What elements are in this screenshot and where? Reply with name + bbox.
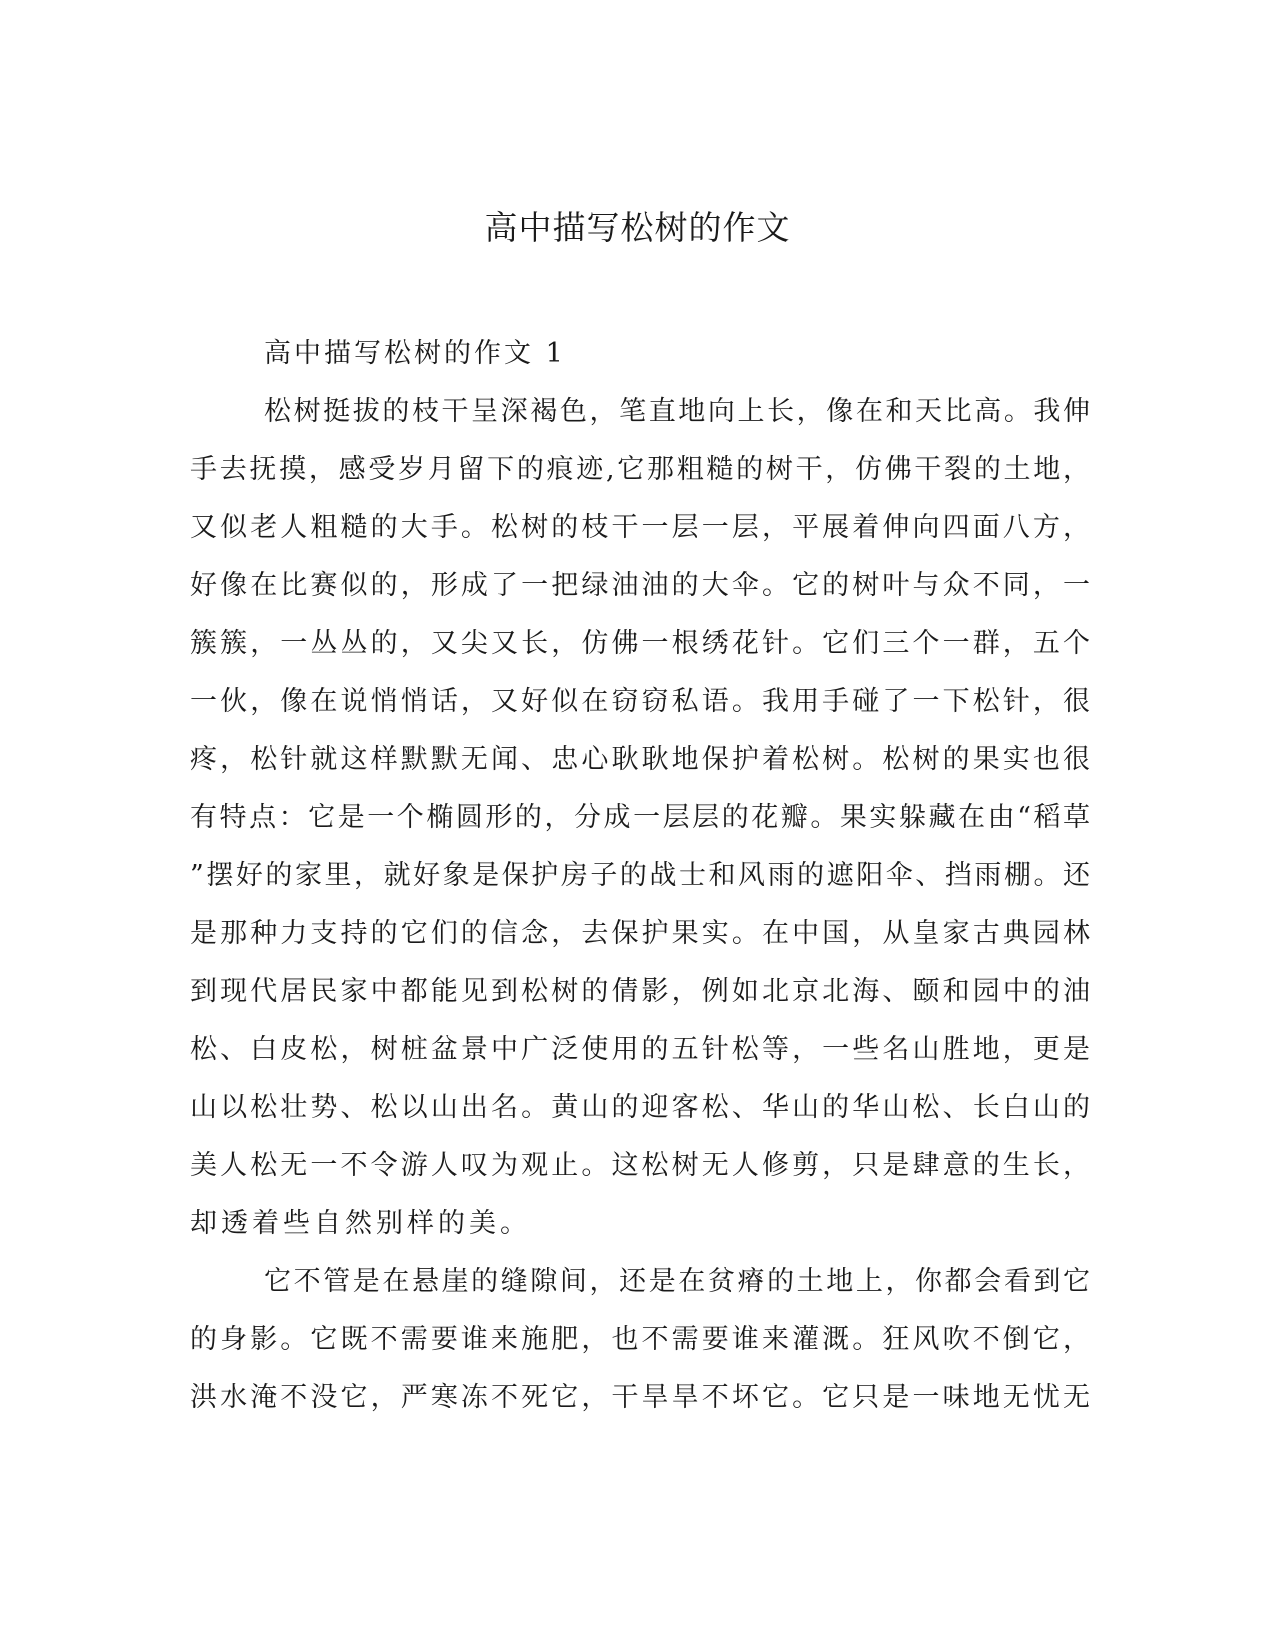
paragraph-line: 是那种力支持的它们的信念，去保护果实。在中国，从皇家古典园林: [190, 918, 1090, 949]
paragraph-line: 山以松壮势、松以山出名。黄山的迎客松、华山的华山松、长白山的: [190, 1092, 1090, 1123]
paragraph-line: 却透着些自然别样的美。: [190, 1208, 531, 1239]
paragraph-line: 手去抚摸，感受岁月留下的痕迹,它那粗糙的树干，仿佛干裂的土地，: [190, 454, 1090, 485]
paragraph-line: 又似老人粗糙的大手。松树的枝干一层一层，平展着伸向四面八方，: [190, 512, 1090, 543]
paragraph-line: 松树挺拔的枝干呈深褐色，笔直地向上长，像在和天比高。我伸: [264, 396, 1090, 427]
paragraph-line: 簇簇，一丛丛的，又尖又长，仿佛一根绣花针。它们三个一群，五个: [190, 628, 1090, 659]
paragraph-line: 好像在比赛似的，形成了一把绿油油的大伞。它的树叶与众不同，一: [190, 570, 1090, 601]
paragraph-line: ”摆好的家里，就好象是保护房子的战士和风雨的遮阳伞、挡雨棚。还: [190, 860, 1090, 891]
document-title: 高中描写松树的作文: [484, 208, 791, 247]
paragraph-line: 有特点：它是一个椭圆形的，分成一层层的花瓣。果实躲藏在由“稻草: [190, 802, 1090, 833]
paragraph-line: 松、白皮松，树桩盆景中广泛使用的五针松等，一些名山胜地，更是: [190, 1034, 1090, 1065]
paragraph-line: 洪水淹不没它，严寒冻不死它，干旱旱不坏它。它只是一味地无忧无: [190, 1382, 1090, 1413]
paragraph-line: 到现代居民家中都能见到松树的倩影，例如北京北海、颐和园中的油: [190, 976, 1090, 1007]
paragraph-line: 疼，松针就这样默默无闻、忠心耿耿地保护着松树。松树的果实也很: [190, 744, 1090, 775]
section-heading: 高中描写松树的作文 1: [264, 338, 566, 369]
paragraph-line: 一伙，像在说悄悄话，又好似在窃窃私语。我用手碰了一下松针，很: [190, 686, 1090, 717]
paragraph-line: 美人松无一不令游人叹为观止。这松树无人修剪，只是肆意的生长，: [190, 1150, 1090, 1181]
paragraph-line: 它不管是在悬崖的缝隙间，还是在贫瘠的土地上，你都会看到它: [264, 1266, 1090, 1297]
paragraph-line: 的身影。它既不需要谁来施肥，也不需要谁来灌溉。狂风吹不倒它，: [190, 1324, 1090, 1355]
